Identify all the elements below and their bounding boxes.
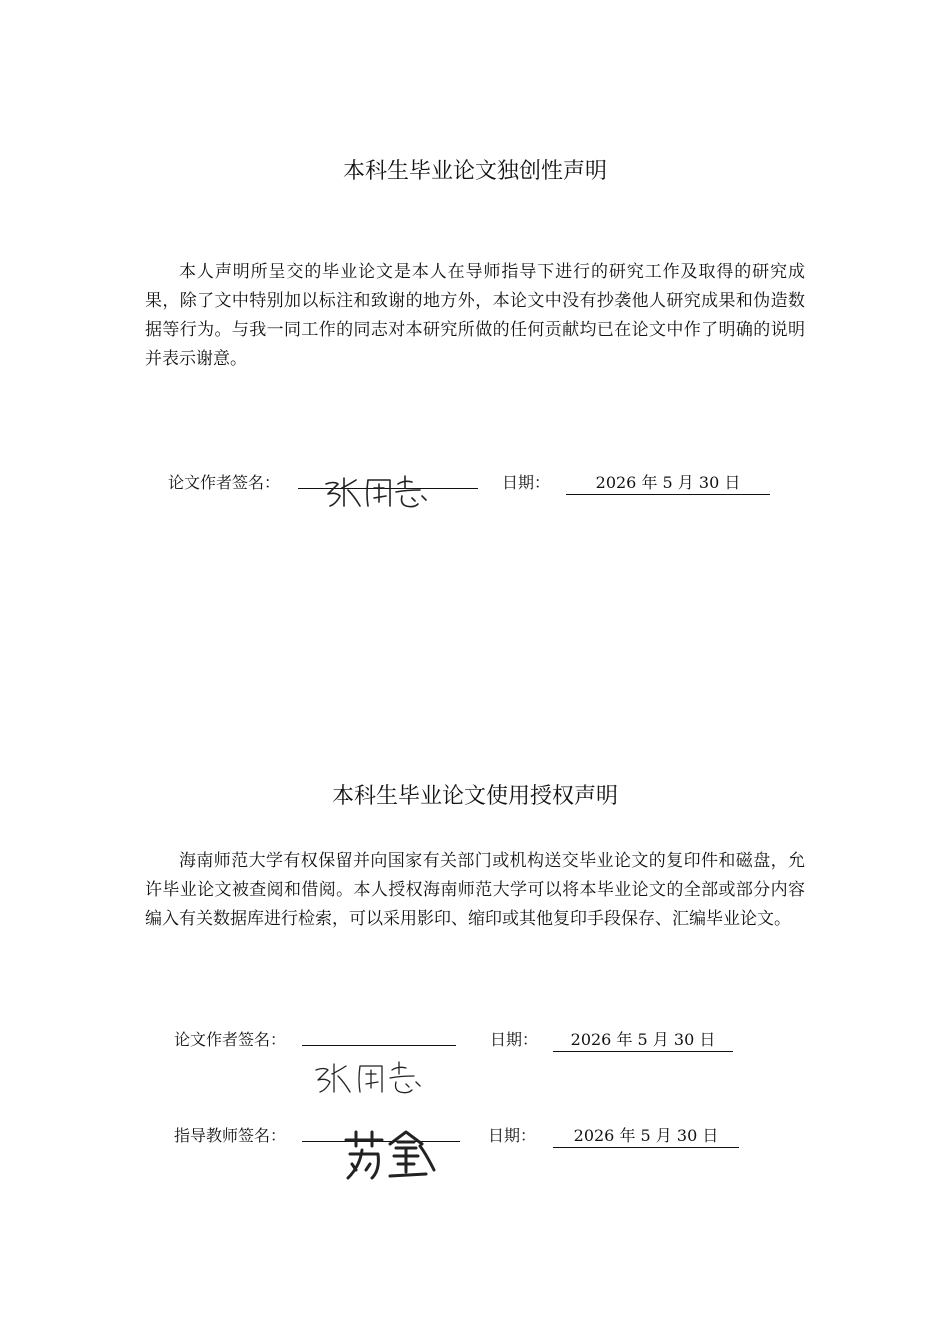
authorization-declaration-paragraph: 海南师范大学有权保留并向国家有关部门或机构送交毕业论文的复印件和磁盘，允许毕业论文被查阅和借阅。本人授权海南师范大学可以将本毕业论文的全部或部分内容编入有关数据库进行检索，可以采用影印、缩印或其他复印手段保存、汇编毕业论文。 [145,851,805,929]
author-handwritten-signature [322,470,442,512]
originality-declaration-paragraph: 本人声明所呈交的毕业论文是本人在导师指导下进行的研究工作及取得的研究成果，除了文中特别加以标注和致谢的地方外，本论文中没有抄袭他人研究成果和伪造数据等行为。与我一同工作的同志对本研究所做的任何贡献均已在论文中作了明确的说明并表示谢意。 [145,262,805,369]
author-signature-line-2 [302,1045,456,1046]
author-date-label-2: 日期： [490,1030,539,1049]
author-date-value-2: 2026 年 5 月 30 日 [553,1027,733,1052]
advisor-date-value: 2026 年 5 月 30 日 [553,1123,739,1148]
author-date-value: 2026 年 5 月 30 日 [566,470,770,495]
author-signature-label: 论文作者签名： [168,473,281,492]
author-date-label: 日期： [502,473,551,492]
authorization-declaration-title: 本科生毕业论文使用授权声明 [331,784,618,809]
originality-declaration-title: 本科生毕业论文独创性声明 [342,159,607,184]
author-handwritten-signature-2 [312,1058,442,1098]
advisor-date-label: 日期： [488,1126,537,1145]
advisor-signature-label: 指导教师签名： [174,1126,287,1145]
advisor-handwritten-signature [342,1128,442,1184]
author-signature-label-2: 论文作者签名： [174,1030,287,1049]
